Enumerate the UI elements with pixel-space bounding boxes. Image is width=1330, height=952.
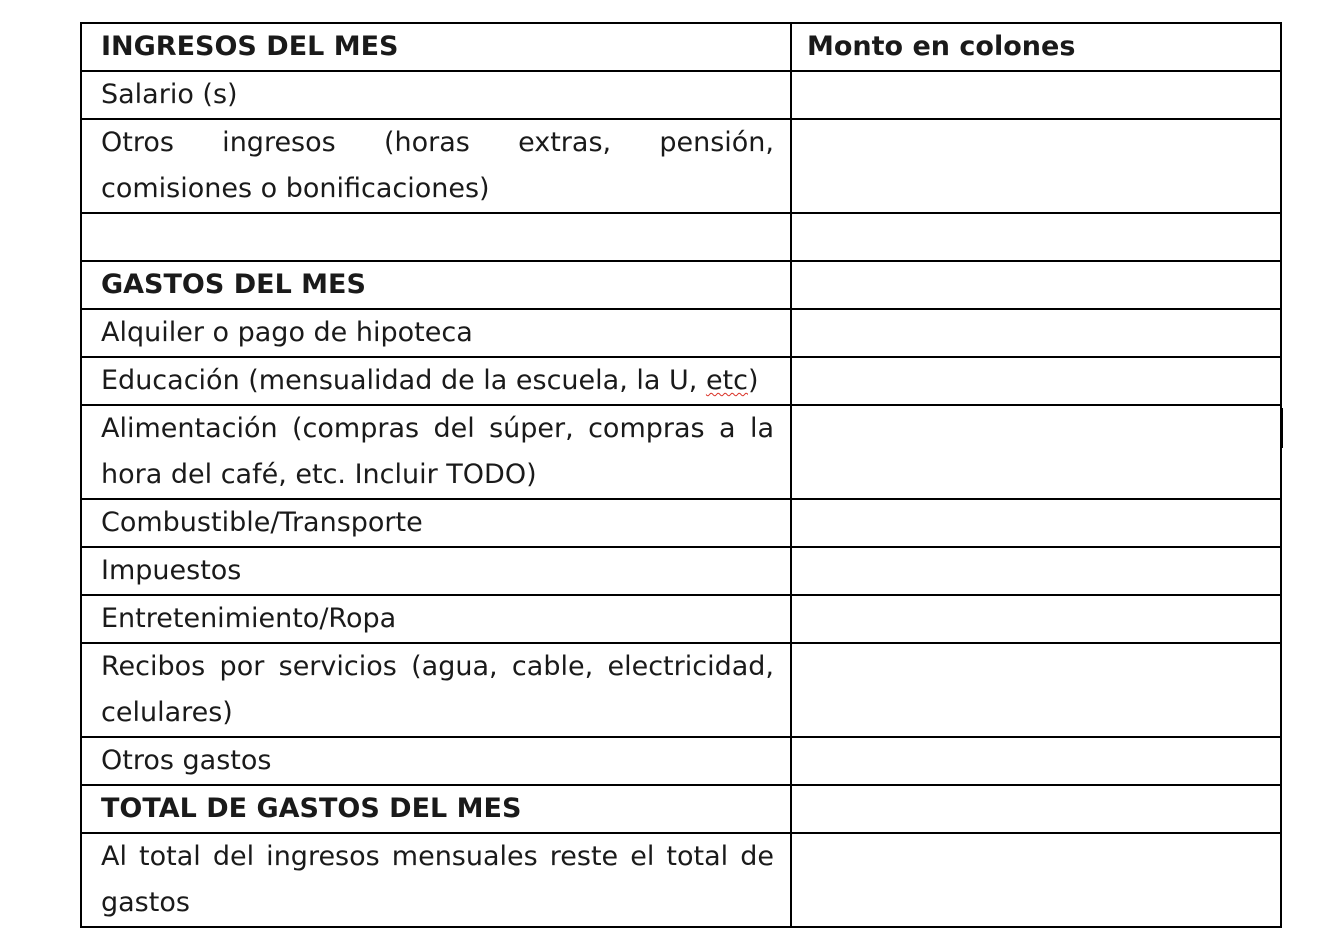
table-row (81, 547, 1281, 595)
income-heading[interactable]: INGRESOS DEL MES (81, 23, 791, 71)
expense-label-education[interactable] (81, 357, 791, 405)
income-header-row (81, 23, 1281, 71)
expense-amount-rent[interactable] (791, 309, 1281, 357)
total-expenses-amount[interactable] (791, 785, 1281, 833)
blank-label-cell[interactable] (81, 213, 791, 261)
table-row (81, 213, 1281, 261)
table-row (81, 499, 1281, 547)
balance-amount[interactable] (791, 833, 1281, 927)
blank-amount-cell[interactable] (791, 213, 1281, 261)
spellcheck-flagged-word: etc (705, 365, 748, 396)
total-expenses-row (81, 785, 1281, 833)
total-expenses-label[interactable]: TOTAL DE GASTOS DEL MES (81, 785, 791, 833)
text-cursor (1281, 408, 1283, 448)
income-amount-salary[interactable] (791, 71, 1281, 119)
table-row (81, 595, 1281, 643)
expense-amount-utilities[interactable] (791, 643, 1281, 737)
expense-amount-transport[interactable] (791, 499, 1281, 547)
table-row (81, 71, 1281, 119)
expense-label-other[interactable]: Otros gastos (81, 737, 791, 785)
expense-amount-other[interactable] (791, 737, 1281, 785)
expense-label-food[interactable]: Alimentación (compras del súper, compras a la hora del café, etc. Incluir TODO) (81, 405, 791, 499)
balance-row (81, 833, 1281, 927)
expenses-header-row (81, 261, 1281, 309)
expense-amount-taxes[interactable] (791, 547, 1281, 595)
expenses-heading-amount-cell[interactable] (791, 261, 1281, 309)
expense-label-transport[interactable]: Combustible/Transporte (81, 499, 791, 547)
expense-amount-education[interactable] (791, 357, 1281, 405)
income-label-salary[interactable]: Salario (s) (81, 71, 791, 119)
expense-amount-entertainment[interactable] (791, 595, 1281, 643)
education-label-end: ) (747, 365, 759, 396)
expense-amount-food[interactable] (791, 405, 1281, 499)
expense-label-utilities[interactable]: Recibos por servicios (agua, cable, electricidad, celulares) (81, 643, 791, 737)
expense-label-taxes[interactable]: Impuestos (81, 547, 791, 595)
budget-table (80, 22, 1282, 928)
table-row (81, 405, 1281, 499)
table-row (81, 119, 1281, 213)
amount-column-heading[interactable]: Monto en colones (791, 23, 1281, 71)
table-row (81, 309, 1281, 357)
income-amount-other[interactable] (791, 119, 1281, 213)
table-row (81, 643, 1281, 737)
education-label-text: Educación (mensualidad de la escuela, la U, (101, 365, 706, 396)
table-row (81, 357, 1281, 405)
expenses-heading[interactable]: GASTOS DEL MES (81, 261, 791, 309)
balance-instruction[interactable]: Al total del ingresos mensuales reste el total de gastos (81, 833, 791, 927)
expense-label-rent[interactable]: Alquiler o pago de hipoteca (81, 309, 791, 357)
expense-label-entertainment[interactable]: Entretenimiento/Ropa (81, 595, 791, 643)
table-row (81, 737, 1281, 785)
income-label-other[interactable]: Otros ingresos (horas extras, pensión, comisiones o bonificaciones) (81, 119, 791, 213)
